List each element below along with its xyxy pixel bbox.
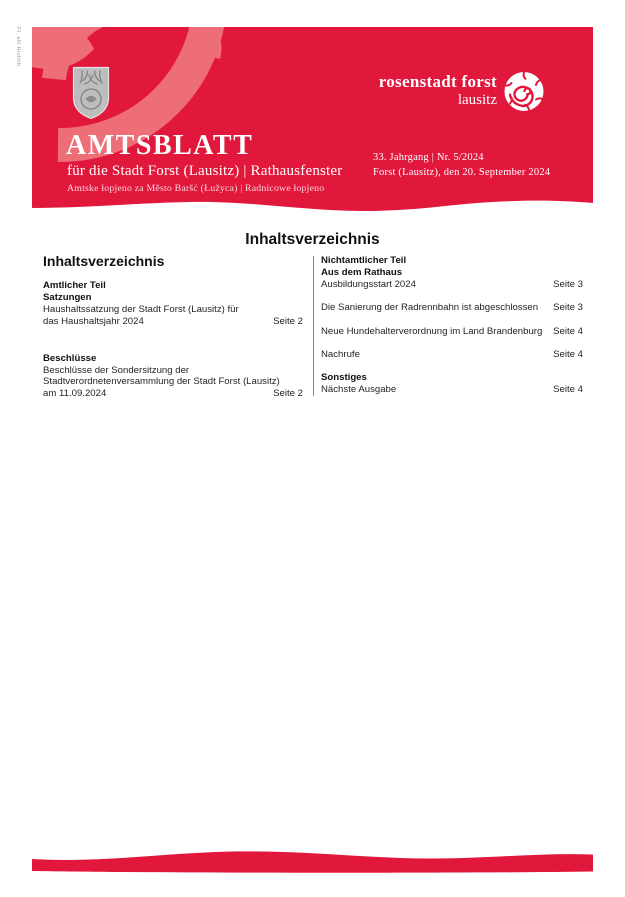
toc-entry: [43, 365, 303, 377]
toc-entry-page: Seite 4: [553, 325, 583, 337]
toc-section-label: Satzungen: [43, 291, 92, 303]
toc-right-column: [321, 255, 583, 396]
toc-entry-page: Seite 4: [553, 384, 583, 396]
masthead-banner: [32, 27, 593, 213]
issue-place-date: Forst (Lausitz), den 20. September 2024: [373, 167, 551, 179]
toc-entry-page: Seite 3: [553, 278, 583, 290]
toc-entry: [321, 326, 583, 338]
toc-entry-page: Seite 4: [553, 349, 583, 361]
toc-entry: [43, 316, 303, 328]
issue-info: [373, 150, 550, 180]
toc-entry: [321, 279, 583, 291]
masthead-title: AMTSBLATT: [66, 130, 254, 161]
rose-logo-icon: [502, 70, 546, 114]
toc-entry-label: Die Sanierung der Radrennbahn ist abgeschlossen: [321, 302, 539, 314]
toc-entry-label: das Haushaltsjahr 2024: [43, 315, 144, 327]
toc-entry: [43, 388, 303, 400]
banner-content: [32, 27, 593, 213]
toc-entry-label: Haushaltssatzung der Stadt Forst (Lausitz) für: [43, 303, 239, 315]
toc-entry: [43, 304, 303, 316]
footer-wave-decoration: [32, 847, 593, 875]
toc-entry-page: Seite 2: [273, 388, 303, 400]
toc-entry-label: Stadtverordnetenversammlung der Stadt Forst (Lausitz): [43, 376, 280, 388]
toc-entry: [321, 384, 583, 396]
masthead-subtitle-sorbian: Amtske łopjeno za Město Baršć (Łužyca) | Radnicowe łopjeno: [67, 183, 325, 194]
toc-entry: [321, 349, 583, 361]
masthead-subtitle: für die Stadt Forst (Lausitz) | Rathausfenster: [67, 163, 343, 179]
toc-entry-label: Neue Hundehalterverordnung im Land Brandenburg: [321, 325, 543, 337]
toc-entry-label: Ausbildungsstart 2024: [321, 278, 416, 290]
photo-credit-vertical: Fl. alli Hiuhnb: [15, 27, 21, 67]
toc-entry: [43, 376, 303, 388]
toc-entry-page: Seite 2: [273, 315, 303, 327]
brand-line-2: lausitz: [457, 91, 497, 108]
toc-entry-page: Seite 3: [553, 302, 583, 314]
toc-entry-label: Beschlüsse der Sondersitzung der: [43, 364, 190, 376]
toc-entry-label: am 11.09.2024: [43, 388, 107, 400]
toc-left-column: [43, 253, 303, 400]
toc-section-label: Beschlüsse: [43, 352, 97, 364]
toc-column-divider: [313, 256, 314, 396]
toc-entry-label: Nächste Ausgabe: [321, 384, 397, 396]
toc-section-label: Nichtamtlicher Teil: [321, 255, 407, 266]
toc-section-label: Amtlicher Teil: [43, 280, 106, 291]
coat-of-arms-icon: [72, 66, 110, 120]
brand-line-1: rosenstadt forst: [378, 72, 497, 91]
toc-page-title: Inhaltsverzeichnis: [245, 231, 380, 248]
toc-section-label: Sonstiges: [321, 372, 367, 384]
toc-entry: [321, 302, 583, 314]
toc-section-label: Aus dem Rathaus: [321, 266, 403, 278]
brand-wordmark: [379, 72, 497, 109]
issue-volume-number: 33. Jahrgang | Nr. 5/2024: [373, 152, 484, 163]
toc-entry-label: Nachrufe: [321, 349, 360, 361]
toc-left-heading: Inhaltsverzeichnis: [43, 253, 165, 269]
